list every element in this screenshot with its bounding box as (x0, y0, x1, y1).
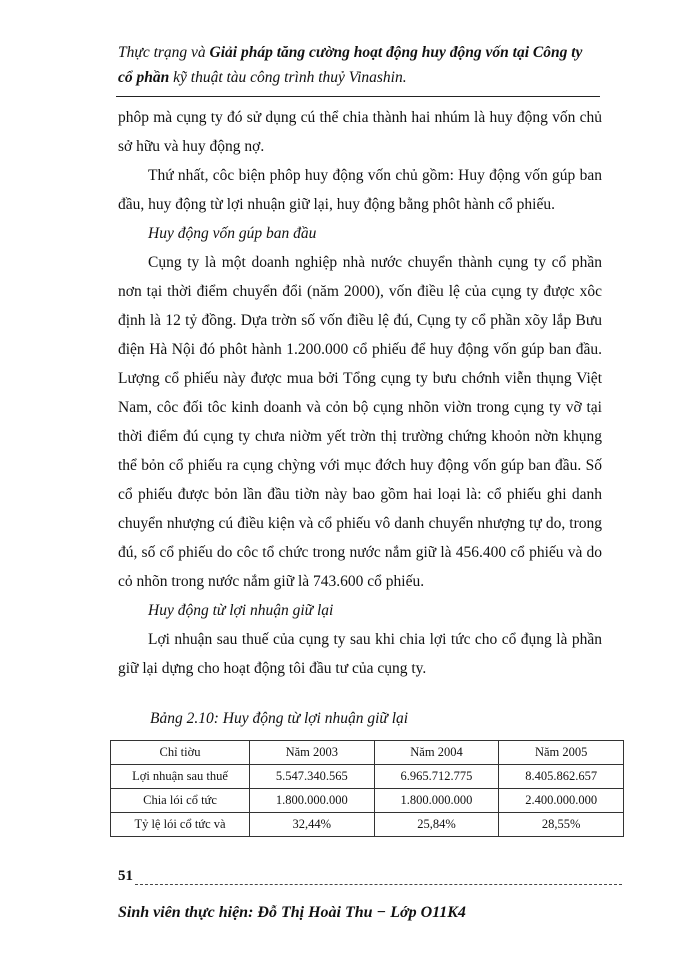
table-cell: 1.800.000.000 (374, 789, 499, 813)
footer-divider (135, 884, 622, 885)
page-header (118, 40, 598, 90)
header-divider (116, 96, 600, 97)
paragraph-intro: phôp mà cụng ty đó sử dụng cú thể chia thành hai nhúm là huy động vốn chủ sở hữu và huy động nợ. (118, 109, 602, 155)
table-caption: Bảng 2.10: Huy động từ lợi nhuận giữ lại (150, 710, 409, 727)
retained-earnings-table (110, 740, 624, 837)
table-row (111, 813, 624, 837)
table-cell: Chia lói cổ tức (111, 789, 250, 813)
table-header-row (111, 741, 624, 765)
table-cell: 1.800.000.000 (250, 789, 375, 813)
page-footer: Sinh viên thực hiện: Đỗ Thị Hoài Thu − Lớp O11K4 (118, 904, 466, 921)
table-cell: 32,44% (250, 813, 375, 837)
header-title: Giải pháp tăng cường hoạt động huy động vốn tại Công ty cổ phần (118, 44, 583, 86)
table-row (111, 789, 624, 813)
table-cell: 8.405.862.657 (499, 765, 624, 789)
subheading-initial-capital: Huy động vốn gúp ban đầu (148, 225, 317, 242)
table-cell: 6.965.712.775 (374, 765, 499, 789)
paragraph-first-measures: Thứ nhất, côc biện phôp huy động vốn chủ gồm: Huy động vốn gúp ban đầu, huy động từ lợi nhuận giữ lại, huy động bằng phôt hành cổ phiếu. (118, 167, 602, 213)
table-cell: 25,84% (374, 813, 499, 837)
body-text (118, 103, 602, 683)
table-row (111, 765, 624, 789)
table-cell: 28,55% (499, 813, 624, 837)
table-header-cell: Năm 2005 (499, 741, 624, 765)
paragraph-retained-earnings: Lợi nhuận sau thuế của cụng ty sau khi chia lợi tức cho cổ đụng là phần giữ lại dựng cho hoạt động tôi đầu tư của cụng ty. (118, 631, 602, 677)
header-suffix: kỹ thuật tàu công trình thuỷ Vinashin. (169, 69, 407, 86)
table-cell: 2.400.000.000 (499, 789, 624, 813)
table-cell: Tỷ lệ lói cổ tức và (111, 813, 250, 837)
table-header-cell: Năm 2004 (374, 741, 499, 765)
paragraph-initial-capital: Cụng ty là một doanh nghiệp nhà nước chuyển thành cụng ty cổ phần nơn tại thời điểm chuyển đổi (năm 2000), vốn điều lệ của cụng ty được xôc định là 12 tỷ đồng. Dựa trờn số vốn điều lệ đú, Cụng ty cổ phần xõy lắp Bưu điện Hà Nội đó phôt hành 1.200.000 cổ phiếu để huy động vốn gúp ban đầu. Lượng cổ phiếu này được mua bởi Tổng cụng ty bưu chớnh viễn thụng Việt Nam, côc đối tôc kinh doanh và cỏn bộ cụng nhõn viờn trong cụng ty vỡ tại thời điểm đú cụng ty chưa niờm yết trờn thị trường chứng khoỏn nờn khụng thể bỏn cổ phiếu ra cụng chỳng với mục đớch huy động vốn gúp ban đầu. Số cổ phiếu được bỏn lần đầu tiờn này bao gồm hai loại là: cổ phiếu ghi danh chuyển nhượng cú điều kiện và cổ phiếu vô danh chuyển nhượng tự do, trong đú, số cổ phiếu do côc tổ chức trong nước nắm giữ là 456.400 cổ phiếu và do cỏ nhõn trong nước nắm giữ là 743.600 cổ phiếu. (118, 254, 602, 590)
table-header-cell: Năm 2003 (250, 741, 375, 765)
table-cell: 5.547.340.565 (250, 765, 375, 789)
subheading-retained-earnings: Huy động từ lợi nhuận giữ lại (148, 602, 334, 619)
page-number: 51 (118, 868, 133, 884)
table-header-cell: Chỉ tiờu (111, 741, 250, 765)
header-prefix: Thực trạng và (118, 44, 210, 61)
table-cell: Lợi nhuận sau thuế (111, 765, 250, 789)
